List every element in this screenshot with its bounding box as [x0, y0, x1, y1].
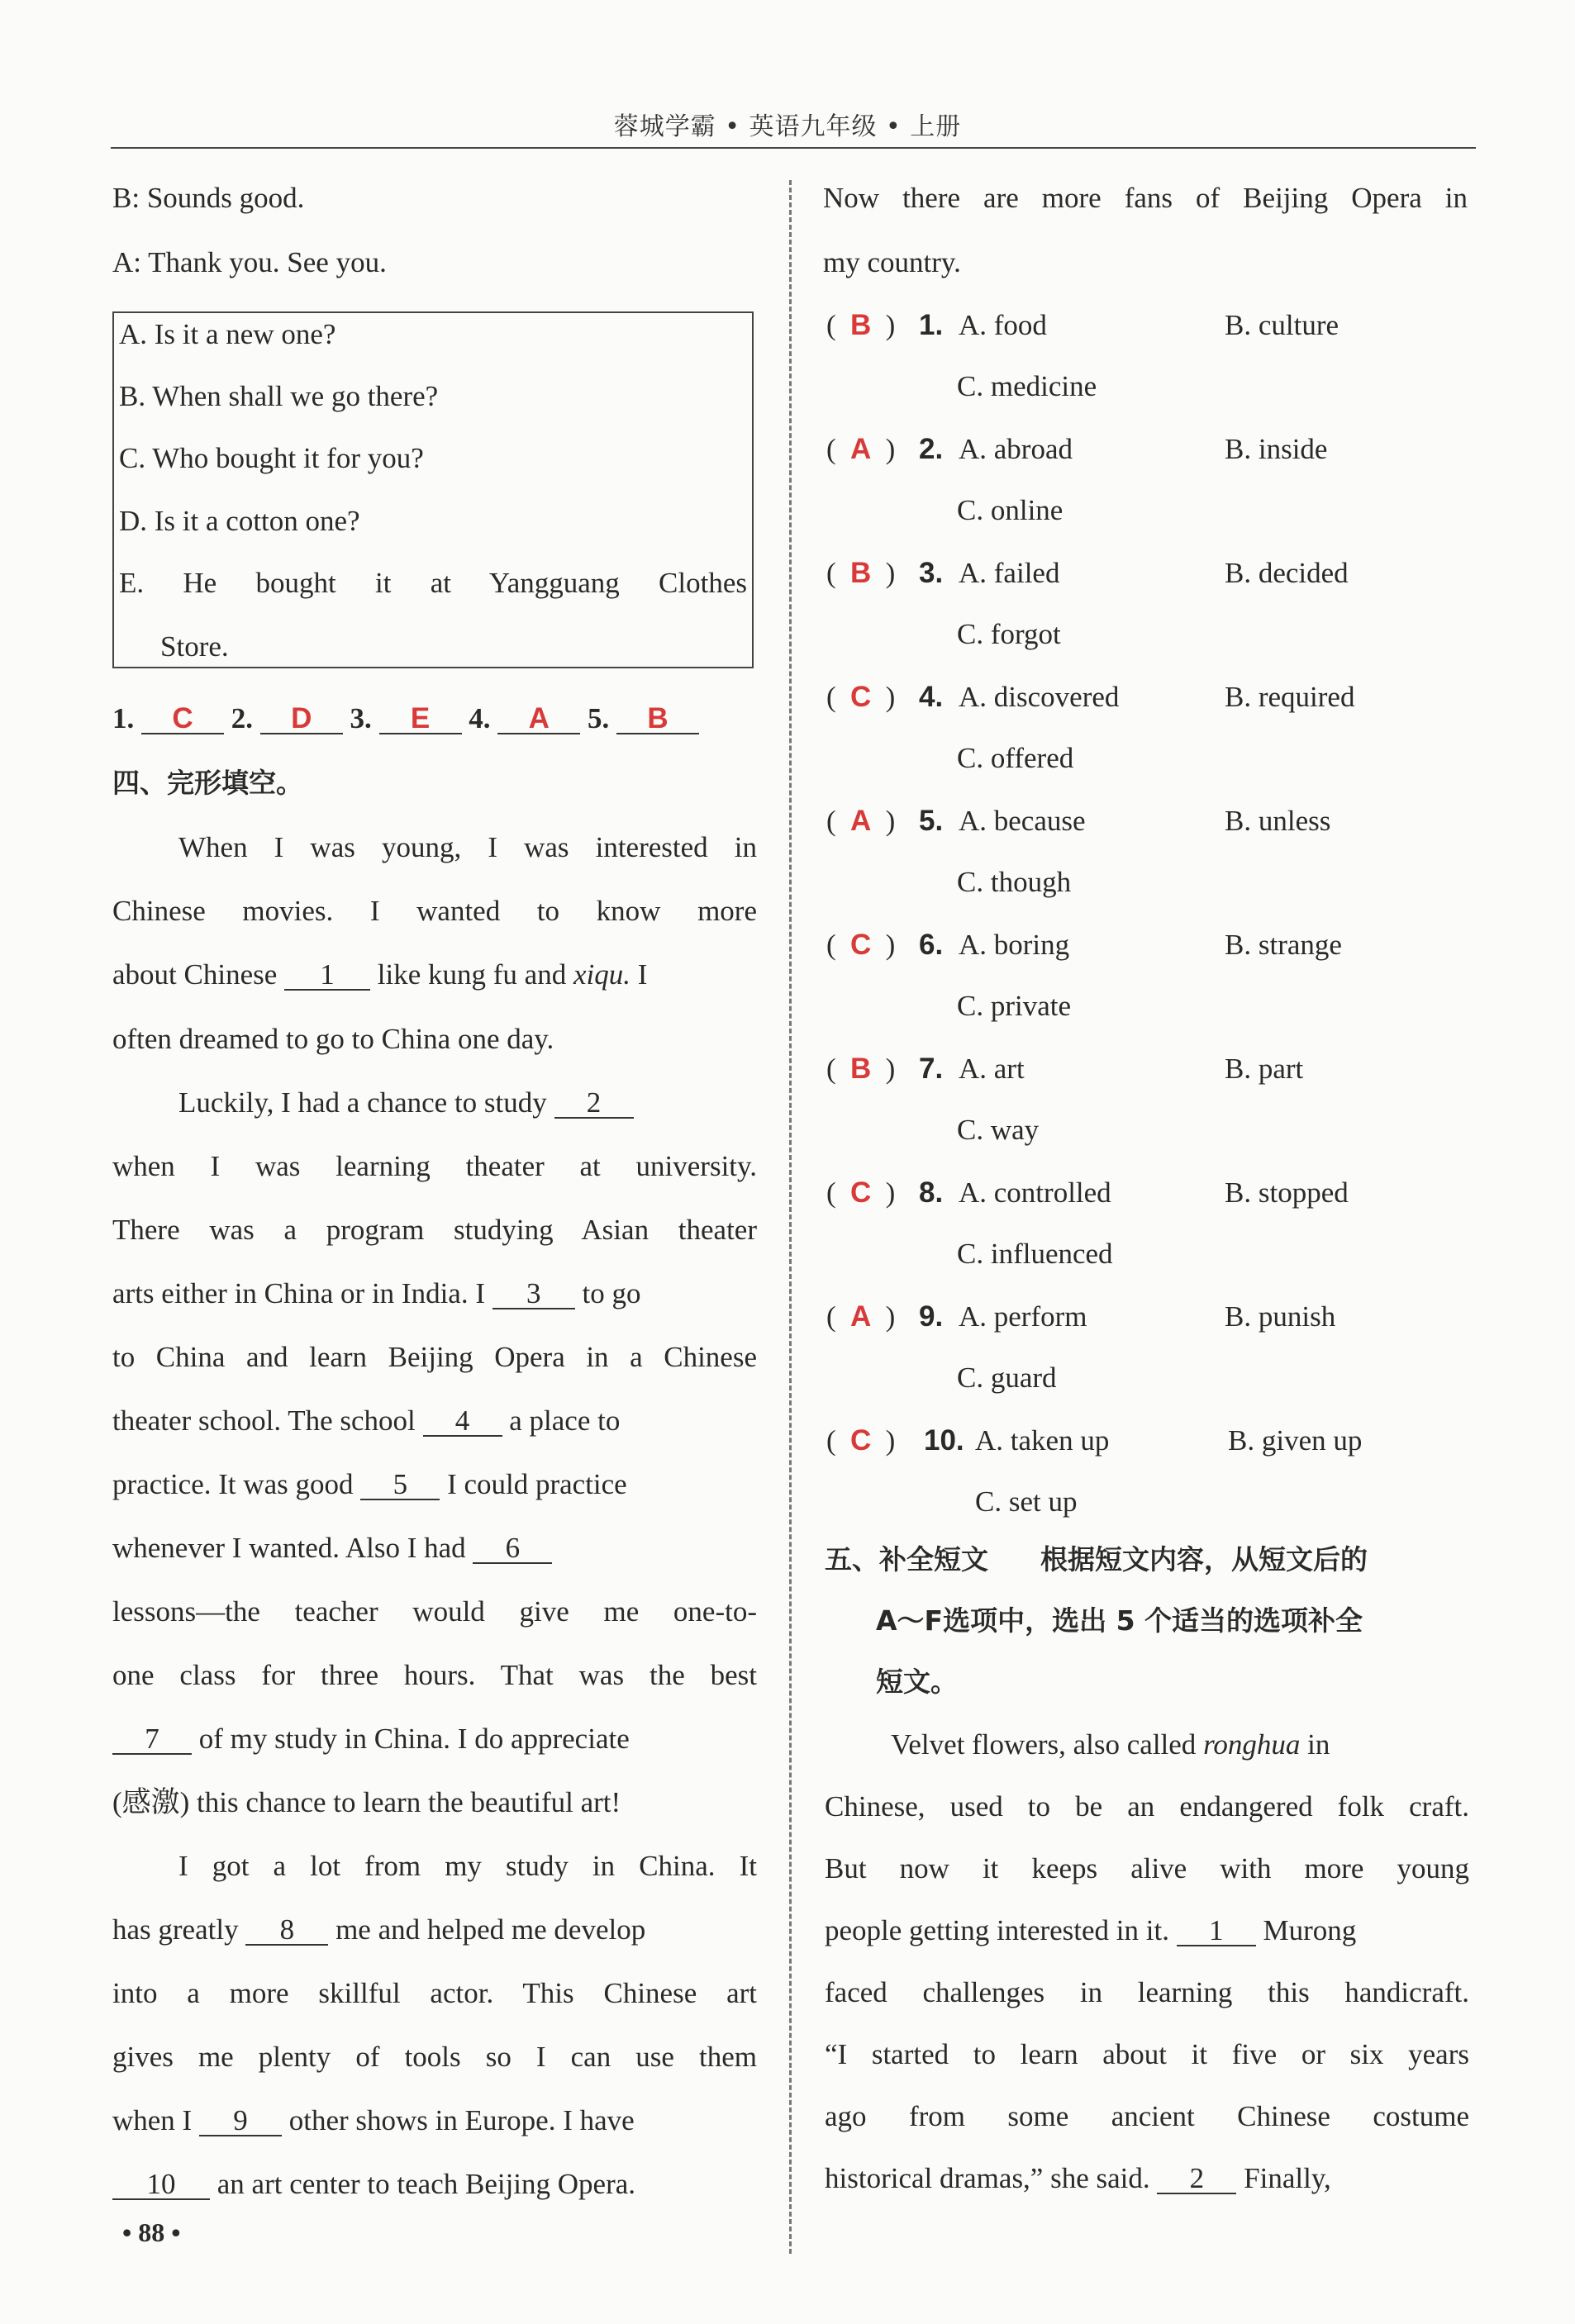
option-c: C. medicine — [957, 370, 1097, 402]
blank-5: 5 — [360, 1471, 440, 1500]
option-b: B. unless — [1225, 805, 1331, 837]
question-answer: B — [850, 1053, 872, 1085]
passage-line-16: (感激) this chance to learn the beautiful art! — [112, 1786, 621, 1818]
box-option-a: A. Is it a new one? — [119, 318, 336, 350]
right-intro-line-2: my country. — [823, 246, 961, 278]
question-row: ( A ) — [826, 431, 895, 468]
option-c: C. private — [957, 990, 1072, 1022]
passage-line-22: 10 an art center to teach Beijing Opera. — [112, 2166, 635, 2203]
question-number: 7. — [919, 1053, 944, 1085]
option-b: B. part — [1225, 1053, 1304, 1085]
passage-line-21: when I 9 other shows in Europe. I have — [112, 2104, 635, 2136]
blank-2: 2 — [554, 1089, 634, 1119]
question-row: ( B ) — [826, 1051, 895, 1087]
section5-instruction-2: A～F选项中，选出 5 个适当的选项补全 — [876, 1604, 1363, 1637]
header-rule — [111, 147, 1476, 149]
blank-4: 4 — [423, 1407, 502, 1437]
passage-line-1: When I was young, I was interested in — [178, 831, 757, 863]
passage-line-6: when I was learning theater at university. — [112, 1150, 757, 1182]
section5-instruction-3: 短文。 — [876, 1666, 958, 1698]
answer-num-4: 4. — [469, 702, 491, 734]
passage-line-7: There was a program studying Asian theater — [112, 1214, 757, 1246]
question-answer: C — [850, 1176, 872, 1209]
p5-line-1: Velvet flowers, also called ronghua in — [891, 1728, 1330, 1761]
question-row: ( A ) — [826, 803, 895, 839]
blank-8: 8 — [245, 1916, 328, 1946]
option-c: C. way — [957, 1114, 1040, 1146]
option-c: C. offered — [957, 742, 1074, 774]
answers-row — [112, 701, 699, 737]
option-a: A. boring — [959, 929, 1070, 961]
passage-line-5: Luckily, I had a chance to study 2 — [178, 1085, 634, 1121]
question-row: ( C ) — [826, 1175, 895, 1211]
blank-3: 3 — [492, 1280, 575, 1309]
question-number: 5. — [919, 805, 944, 837]
passage-line-11: practice. It was good 5 I could practice — [112, 1468, 627, 1500]
p5-line-8: historical dramas,” she said. 2 Finally, — [825, 2162, 1331, 2194]
passage-line-20: gives me plenty of tools so I can use them — [112, 2041, 757, 2073]
passage-line-8: arts either in China or in India. I 3 to go — [112, 1277, 641, 1309]
blank-10: 10 — [112, 2170, 210, 2200]
p5-line-6: “I started to learn about it five or six years — [825, 2038, 1469, 2070]
question-row: ( B ) — [826, 307, 895, 344]
question-number: 4. — [919, 681, 944, 713]
passage-line-19: into a more skillful actor. This Chinese art — [112, 1977, 757, 2009]
option-b: B. required — [1225, 681, 1355, 713]
box-option-e: E. He bought it at Yangguang Clothes — [119, 567, 747, 599]
question-row: ( A ) — [826, 1299, 895, 1335]
box-option-e-cont: Store. — [160, 630, 229, 663]
question-answer: C — [850, 929, 872, 961]
option-a: A. taken up — [975, 1424, 1110, 1457]
question-row: ( C ) — [826, 927, 895, 963]
answer-blank-3: E — [379, 705, 462, 734]
question-row: ( B ) — [826, 555, 895, 592]
dialog-line-2: A: Thank you. See you. — [112, 246, 387, 278]
option-a: A. controlled — [959, 1176, 1111, 1209]
option-a: A. failed — [959, 557, 1060, 589]
option-c: C. online — [957, 494, 1063, 526]
passage-line-18: has greatly 8 me and helped me develop — [112, 1913, 646, 1946]
question-number: 8. — [919, 1176, 944, 1209]
question-number: 6. — [919, 929, 944, 961]
option-b: B. punish — [1225, 1300, 1336, 1333]
passage-line-9: to China and learn Beijing Opera in a Chinese — [112, 1341, 757, 1373]
question-number: 1. — [919, 309, 944, 341]
p5-line-2: Chinese, used to be an endangered folk craft. — [825, 1790, 1469, 1823]
option-b: B. stopped — [1225, 1176, 1349, 1209]
p5-blank-1: 1 — [1177, 1917, 1256, 1946]
question-row: ( C ) — [826, 679, 895, 715]
question-answer: C — [850, 1424, 872, 1457]
answer-num-2: 2. — [231, 702, 253, 734]
option-a: A. art — [959, 1053, 1025, 1085]
question-number: 9. — [919, 1300, 944, 1333]
option-b: B. inside — [1225, 433, 1328, 465]
column-divider — [789, 180, 792, 2254]
answer-num-1: 1. — [112, 702, 135, 734]
answer-blank-1: C — [141, 705, 224, 734]
question-answer: C — [850, 681, 872, 713]
blank-6: 6 — [473, 1534, 552, 1564]
option-a: A. abroad — [959, 433, 1073, 465]
section4-title: 四、完形填空。 — [112, 767, 303, 799]
option-c: C. set up — [975, 1485, 1078, 1518]
p5-line-7: ago from some ancient Chinese costume — [825, 2100, 1469, 2132]
passage-line-4: often dreamed to go to China one day. — [112, 1023, 554, 1055]
option-c: C. forgot — [957, 618, 1061, 650]
answer-blank-5: B — [616, 705, 699, 734]
right-intro-line-1: Now there are more fans of Beijing Opera in — [823, 182, 1468, 214]
passage-line-12: whenever I wanted. Also I had 6 — [112, 1530, 552, 1566]
passage-line-10: theater school. The school 4 a place to — [112, 1404, 621, 1437]
question-answer: A — [850, 433, 872, 465]
box-option-b: B. When shall we go there? — [119, 380, 439, 412]
option-b: B. given up — [1228, 1424, 1363, 1457]
option-c: C. though — [957, 866, 1072, 898]
option-a: A. because — [959, 805, 1086, 837]
dialog-line-1: B: Sounds good. — [112, 182, 305, 214]
blank-1: 1 — [284, 961, 370, 991]
option-a: A. discovered — [959, 681, 1120, 713]
answer-num-3: 3. — [350, 702, 372, 734]
box-option-c: C. Who bought it for you? — [119, 442, 424, 474]
blank-7: 7 — [112, 1725, 192, 1755]
question-answer: B — [850, 309, 872, 341]
question-answer: A — [850, 1300, 872, 1333]
option-a: A. perform — [959, 1300, 1087, 1333]
question-number: 10. — [924, 1424, 964, 1457]
passage-line-14: one class for three hours. That was the best — [112, 1659, 757, 1691]
passage-line-15: 7 of my study in China. I do appreciate — [112, 1721, 630, 1757]
p5-line-4: people getting interested in it. 1 Murong — [825, 1914, 1357, 1946]
question-number: 2. — [919, 433, 944, 465]
option-c: C. guard — [957, 1362, 1057, 1394]
box-option-d: D. Is it a cotton one? — [119, 505, 360, 537]
question-answer: A — [850, 805, 872, 837]
p5-line-5: faced challenges in learning this handicraft. — [825, 1976, 1469, 2008]
passage-line-17: I got a lot from my study in China. It — [178, 1850, 757, 1882]
option-b: B. decided — [1225, 557, 1349, 589]
page-number: • 88 • — [122, 2217, 181, 2247]
option-c: C. influenced — [957, 1238, 1113, 1270]
answer-num-5: 5. — [588, 702, 610, 734]
option-a: A. food — [959, 309, 1047, 341]
p5-blank-2: 2 — [1157, 2165, 1236, 2194]
question-answer: B — [850, 557, 872, 589]
option-b: B. strange — [1225, 929, 1342, 961]
p5-line-3: But now it keeps alive with more young — [825, 1852, 1469, 1884]
answer-blank-2: D — [260, 705, 343, 734]
passage-line-2: Chinese movies. I wanted to know more — [112, 895, 757, 927]
passage-line-3: about Chinese 1 like kung fu and xiqu. I — [112, 958, 648, 991]
question-number: 3. — [919, 557, 944, 589]
blank-9: 9 — [199, 2107, 282, 2136]
section5-title: 五、补全短文 根据短文内容，从短文后的 — [825, 1543, 1368, 1575]
passage-line-13: lessons—the teacher would give me one-to- — [112, 1595, 757, 1628]
answer-blank-4: A — [497, 705, 580, 734]
page-header-title: 蓉城学霸 • 英语九年级 • 上册 — [613, 112, 962, 141]
option-b: B. culture — [1225, 309, 1339, 341]
options-box — [112, 311, 754, 668]
question-row: ( C ) — [826, 1423, 895, 1459]
